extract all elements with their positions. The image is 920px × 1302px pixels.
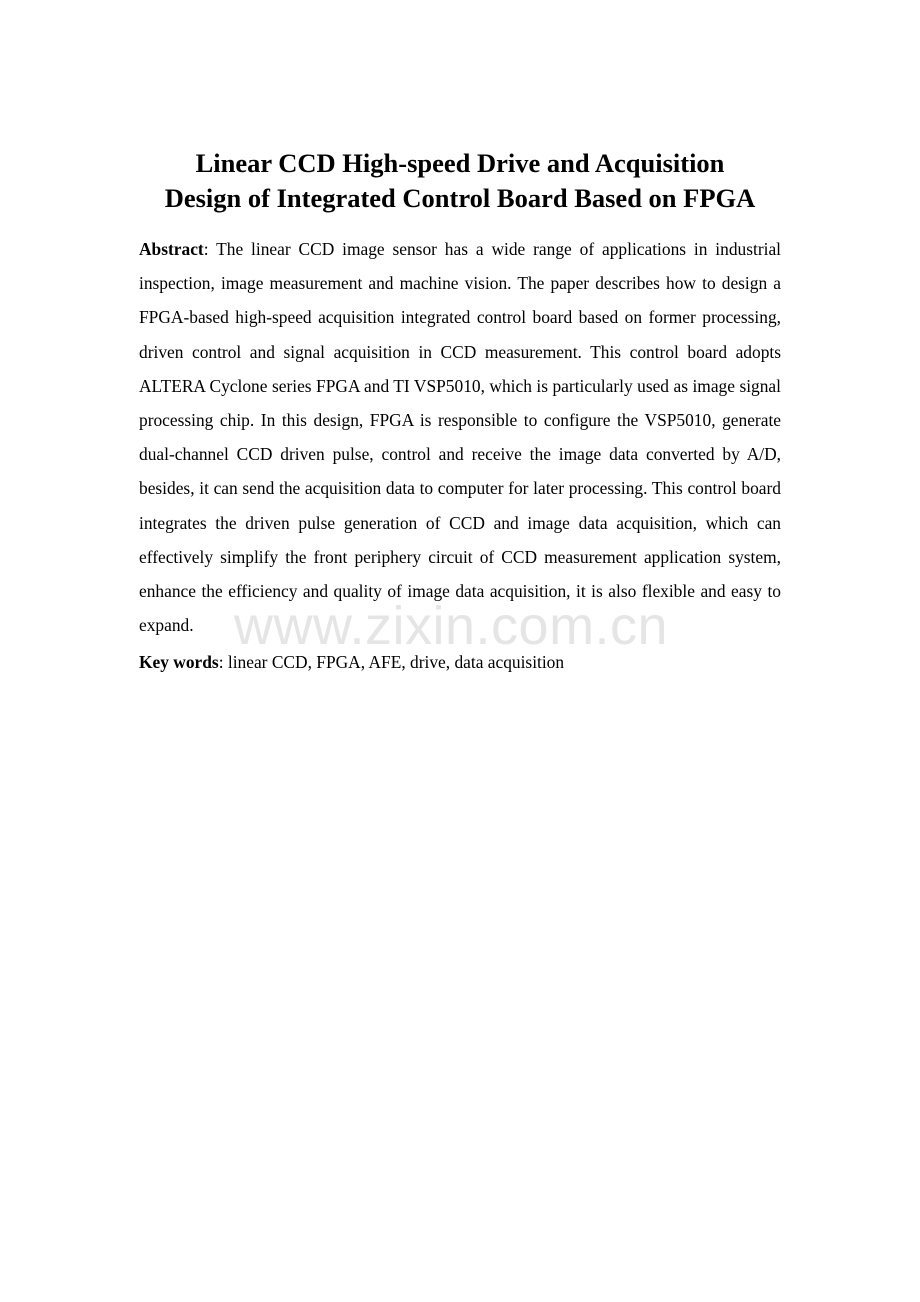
title-line-1: Linear CCD High-speed Drive and Acquisition — [195, 148, 725, 178]
title-line-2: Design of Integrated Control Board Based on FPGA — [164, 183, 756, 213]
abstract-separator: : — [203, 239, 217, 259]
abstract-label: Abstract — [139, 239, 204, 259]
keywords-line — [139, 645, 781, 679]
abstract-text: The linear CCD image sensor has a wide range of applications in industrial inspection, image measurement and machine vision. The paper describes how to design a FPGA-based high-speed acquisition integrated control board based on former processing, driven control and signal acquisition in CCD measurement. This control board adopts ALTERA Cyclone series FPGA and TI VSP5010, which is particularly used as image signal processing chip. In this design, FPGA is responsible to configure the VSP5010, generate dual-channel CCD driven pulse, control and receive the image data converted by A/D, besides, it can send the acquisition data to computer for later processing. This control board integrates the driven pulse generation of CCD and image data acquisition, which can effectively simplify the front periphery circuit of CCD measurement application system, enhance the efficiency and quality of image data acquisition, it is also flexible and easy to expand. — [139, 239, 781, 636]
keywords-text: linear CCD, FPGA, AFE, drive, data acquisition — [227, 652, 565, 672]
paper-title — [0, 146, 920, 216]
abstract-paragraph — [139, 232, 781, 642]
keywords-separator: : — [218, 652, 228, 672]
keywords-label: Key words — [139, 652, 219, 672]
site-watermark: www.zixin.com.cn — [234, 596, 669, 656]
